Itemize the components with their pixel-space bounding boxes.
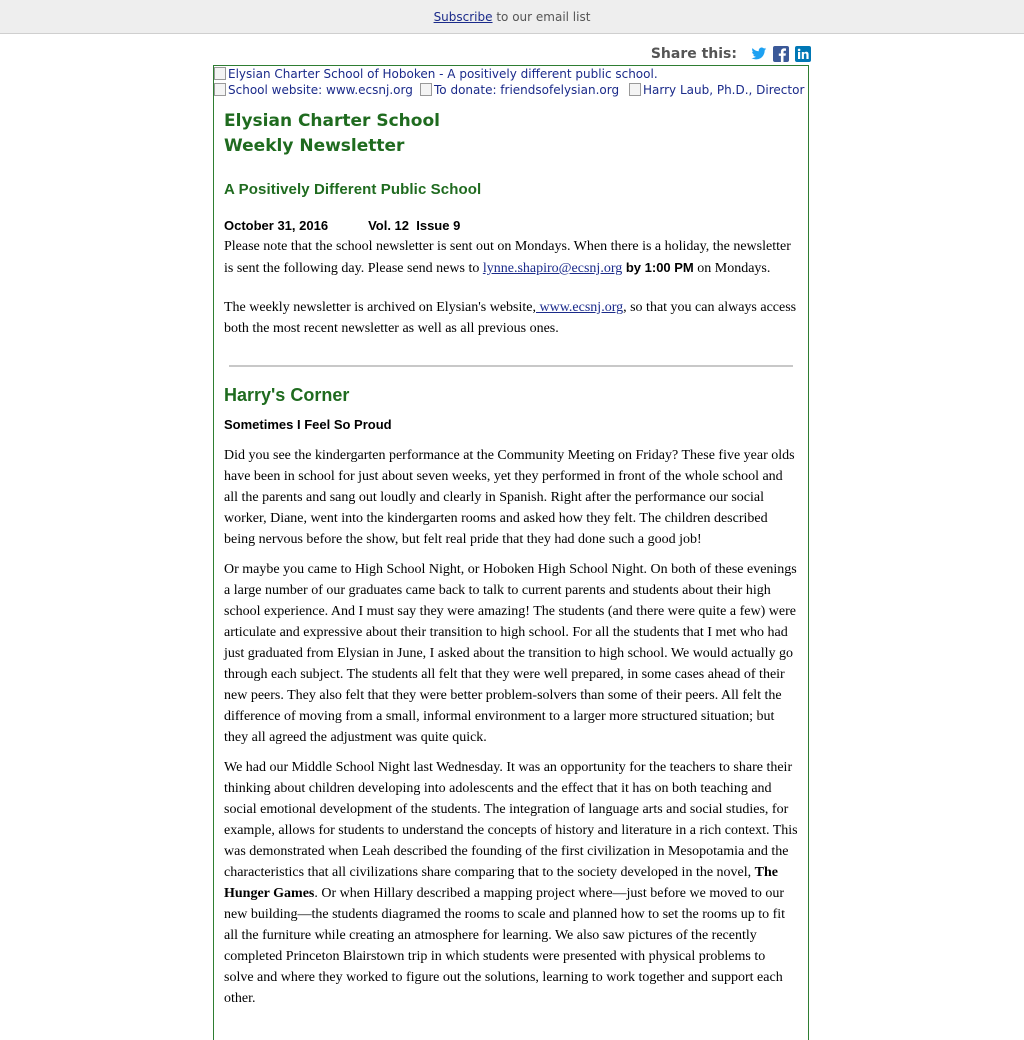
intro-text: Please note that the school newsletter is sent out on Mondays. When there is a holiday, the newsletter is sent the following day. Please send news to (224, 239, 791, 276)
book-title: The Hunger Games (224, 865, 778, 901)
title-line-2: Weekly Newsletter (224, 136, 405, 156)
email-link[interactable]: lynne.shapiro@ecsnj.org (482, 261, 623, 276)
article-subheading: Sometimes I Feel So Proud (224, 417, 392, 432)
image-links-row (214, 82, 808, 98)
issue-dateline (224, 216, 798, 236)
newsletter-container (213, 65, 809, 1040)
article-paragraph-1: Did you see the kindergarten performance at the Community Meeting on Friday? These five year olds have been in school for just about seven weeks, yet they performed in front of the whole school and all the parents and sang out loudly and clearly in Spanish. Right after the performance our social worker, Diane, went into the kindergarten rooms and asked how they felt. The children described being nervous before the show, but felt real pride that they had done such a good job! (224, 448, 795, 547)
director-image (629, 82, 804, 98)
newsletter-body (214, 109, 808, 1009)
website-link[interactable]: www.ecsnj.org (536, 300, 624, 315)
linkedin-icon[interactable] (795, 46, 811, 62)
archive-text-end: , so that you can always access both the most recent newsletter as well as all previous ones. (224, 300, 797, 336)
facebook-icon[interactable] (773, 46, 789, 62)
article-paragraph-2: Or maybe you came to High School Night, or Hoboken High School Night. On both of these evenings a large number of our graduates came back to talk to current parents and students about their high school experience. And I must say they were amazing! The students (and there were quite a few) were articulate and expressive about their transition to high school. For all the students that I met who had just graduated from Elysian in June, I asked about the transition to high school. We would actually go through each subject. The students all felt that they were well prepared, in some cases ahead of their new peers. They also felt that they were better problem-solvers than some of their peers. All felt the difference of moving from a small, informal environment to a larger more structured situation; but they all agreed the adjustment was quite quick. (224, 562, 797, 745)
paragraph-3-text: We had our Middle School Night last Wednesday. It was an opportunity for the teachers to share their thinking about children developing into adolescents and the effect that it has on both teaching and social emotional development of the students. The integration of language arts and social studies, for example, allows for students to understand the concepts of history and literature in a rich context. This was demonstrated when Leah described the founding of the first civilization in Mesopotamia and the characteristics that all civilizations share comparing that to the society developed in the novel, (224, 760, 798, 880)
issue-date: October 31, 2016 (224, 218, 329, 233)
donate-alt-text: To donate: friendsofelysian.org (434, 83, 620, 97)
section-divider (229, 365, 793, 367)
website-image-link[interactable] (214, 82, 420, 98)
broken-image-icon (629, 83, 641, 96)
intro-paragraph (224, 236, 798, 279)
share-bar (651, 44, 811, 64)
newsletter-title (224, 109, 798, 159)
subscribe-link[interactable]: Subscribe (433, 10, 493, 24)
website-alt-text: School website: www.ecsnj.org (228, 83, 413, 97)
banner-image (214, 66, 808, 82)
broken-image-icon (420, 83, 432, 96)
director-alt-text: Harry Laub, Ph.D., Director (643, 83, 805, 97)
issue-volume: Vol. 12 Issue 9 (368, 218, 461, 233)
subscribe-bar (0, 0, 1024, 34)
paragraph-3-text-end: . Or when Hillary described a mapping project where—just before we moved to our new building—the students diagramed the rooms to scale and planned how to set the rooms up to fit all the furniture while creating an atmosphere for learning. We also saw pictures of the recently completed Princeton Blairstown trip in which students were presented with physical problems to solve and where they worked to figure out the solutions, learning to work together and support each other. (224, 886, 786, 1006)
donate-image-link[interactable] (420, 82, 629, 98)
archive-paragraph (224, 297, 798, 339)
banner-alt-text: Elysian Charter School of Hoboken - A positively different public school. (228, 67, 658, 81)
article-paragraph-3 (224, 757, 798, 1009)
broken-image-icon (214, 67, 226, 80)
deadline-text: by 1:00 PM (622, 260, 694, 275)
section-heading: Harry's Corner (224, 385, 350, 405)
title-line-1: Elysian Charter School (224, 111, 440, 131)
intro-text-end: on Mondays. (693, 261, 771, 276)
broken-image-icon (214, 83, 226, 96)
share-label: Share this: (650, 46, 737, 62)
twitter-icon[interactable] (751, 46, 767, 62)
newsletter-subtitle: A Positively Different Public School (224, 181, 482, 198)
subscribe-text: to our email list (492, 10, 591, 24)
archive-text: The weekly newsletter is archived on Elysian's website, (224, 300, 536, 315)
